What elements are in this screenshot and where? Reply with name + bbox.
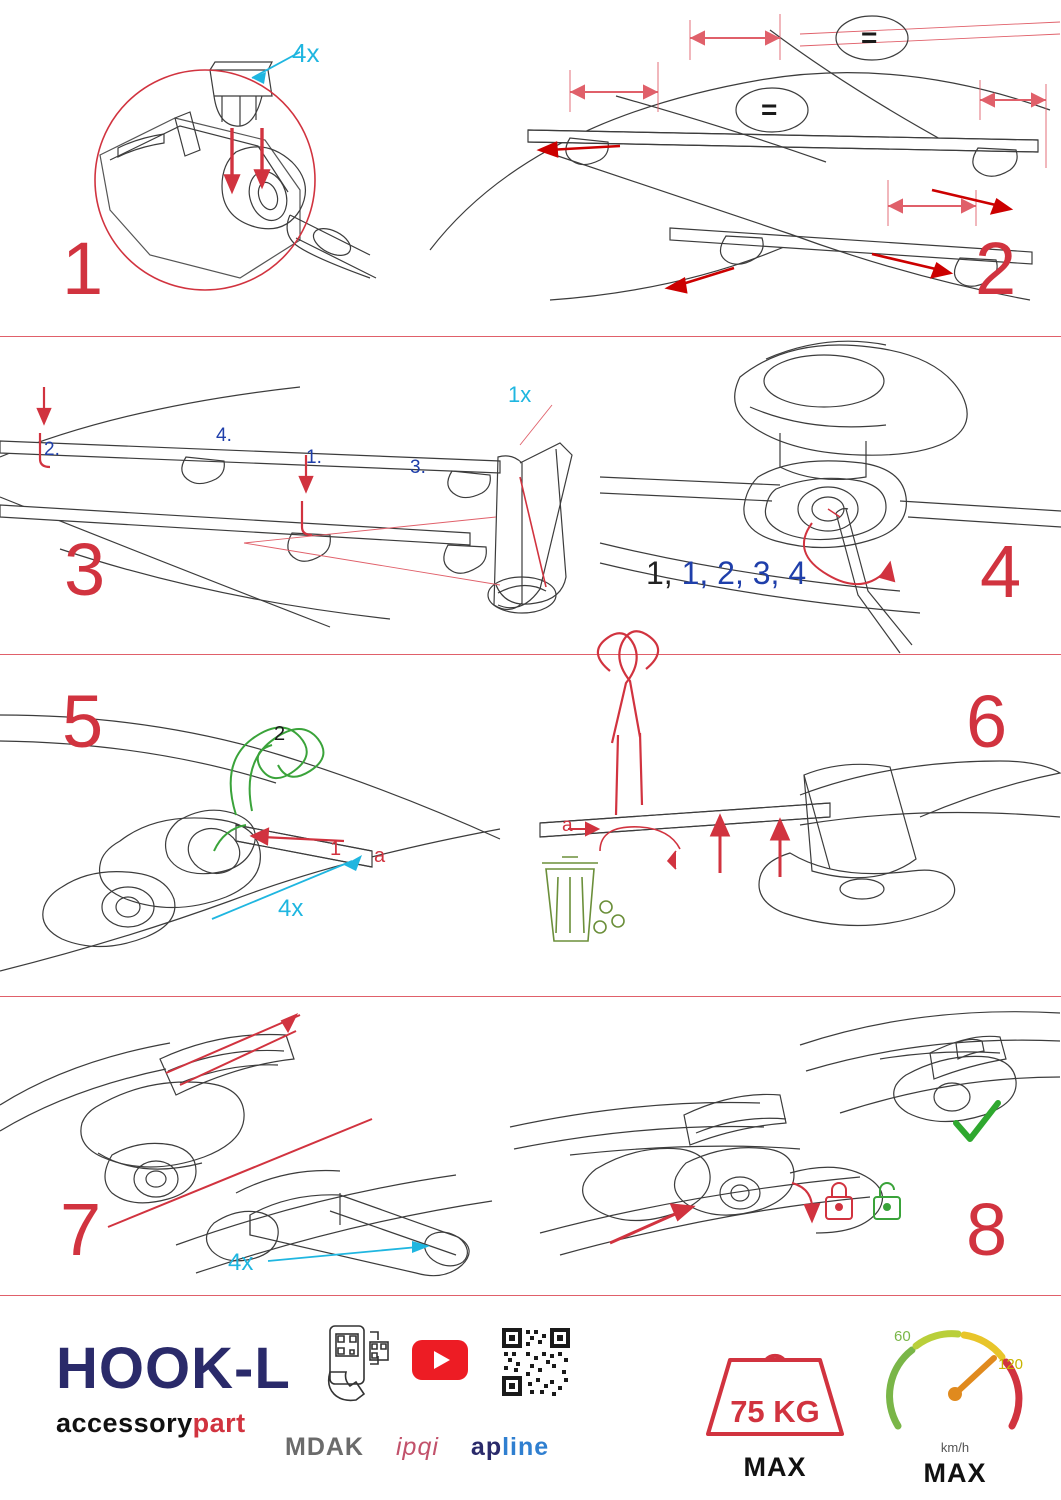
step-3-order-1: 1.: [306, 447, 322, 468]
step-3-number: 3: [64, 528, 106, 611]
step-4-order-label: 1, 1, 2, 3, 4: [646, 555, 807, 591]
footer: [0, 1300, 1061, 1500]
step-5-number: 5: [62, 680, 104, 763]
step-4-number: 4: [980, 530, 1022, 613]
step-3-order-3: 3.: [410, 457, 426, 478]
step-5-label-a: a: [374, 845, 386, 867]
panel-step-1: [0, 0, 420, 336]
step-2-illustration: [420, 0, 1061, 336]
divider-4: [0, 1295, 1061, 1296]
step-5-label-2: 2: [274, 723, 286, 745]
step-6-number: 6: [966, 680, 1008, 763]
panel-step-2: [420, 0, 1061, 336]
youtube-icon[interactable]: [412, 1340, 468, 1380]
panel-step-5: [0, 655, 500, 996]
max-speed-caption: MAX: [923, 1458, 987, 1488]
panel-step-4: [600, 337, 1061, 654]
panel-step-6: [500, 655, 1061, 996]
step-7-number: 7: [60, 1188, 102, 1271]
qr-scan-hand-icon: [322, 1324, 392, 1402]
panel-step-7: [0, 997, 500, 1295]
max-speed-block: [880, 1322, 1050, 1489]
panel-step-3: [0, 337, 600, 654]
max-load-caption: MAX: [743, 1452, 807, 1482]
apline-prefix: ap: [470, 1433, 503, 1461]
partner-ipqi: ipqi: [396, 1433, 439, 1461]
brand-prefix: accessory: [56, 1408, 193, 1438]
step-8-number: 8: [966, 1188, 1008, 1271]
partner-logos: [285, 1433, 549, 1462]
partner-apline: [471, 1433, 549, 1462]
qr-code-icon[interactable]: [500, 1326, 572, 1398]
step-6-label-a: a: [562, 815, 573, 836]
product-name: HOOK-L: [56, 1336, 291, 1401]
apline-suffix: line: [502, 1433, 550, 1461]
step-3-order-2: 2.: [44, 439, 60, 460]
step-3-qty-label: 1x: [508, 382, 532, 407]
step-2-number: 2: [975, 227, 1017, 310]
max-load-block: [690, 1330, 860, 1483]
max-load-value: 75 KG: [730, 1394, 820, 1429]
speed-tick-min: 60: [894, 1328, 911, 1345]
brand-block: [56, 1335, 291, 1439]
panel-step-8: [500, 997, 1061, 1295]
step-4-order-numbers: 1, 2, 3, 4: [681, 555, 807, 591]
step-1-qty-label: 4x: [292, 38, 320, 68]
partner-mdak: MDAK: [285, 1433, 364, 1461]
speed-unit: km/h: [940, 1440, 970, 1455]
step-5-qty-label: 4x: [278, 895, 304, 922]
brand-suffix: part: [192, 1408, 246, 1438]
step-2-equal-label-1: =: [861, 22, 878, 53]
step-2-equal-label-2: =: [761, 94, 778, 125]
brand-name: [56, 1408, 291, 1439]
speed-tick-max: 120: [998, 1356, 1024, 1373]
step-1-number: 1: [62, 227, 104, 310]
step-3-order-4: 4.: [216, 425, 232, 446]
step-5-label-1: 1: [330, 838, 342, 860]
step-7-qty-label: 4x: [228, 1249, 254, 1276]
